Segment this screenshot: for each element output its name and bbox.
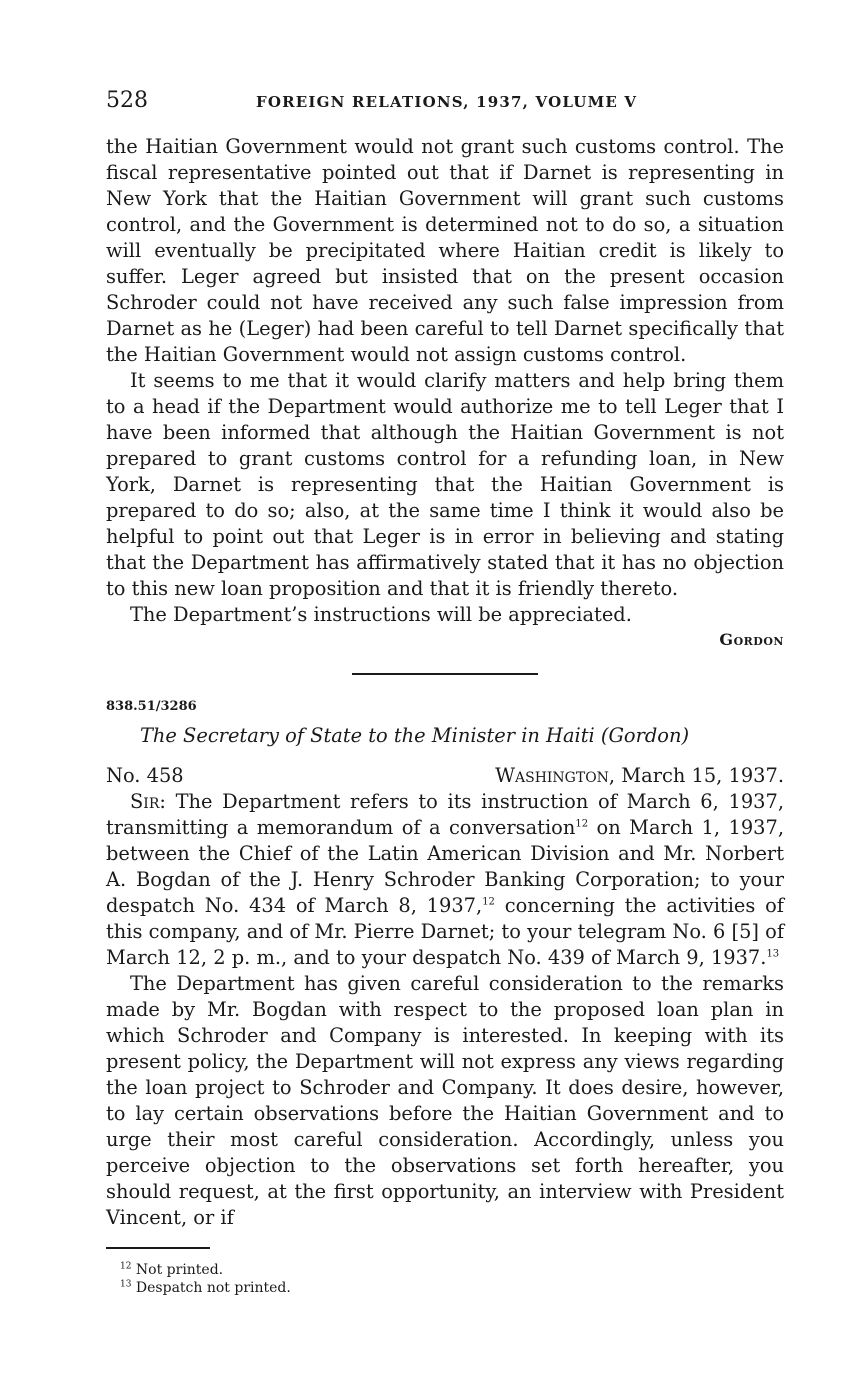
footnote-text: Not printed. <box>135 1262 224 1278</box>
body-paragraph-2: It seems to me that it would clarify matters and help bring them to a head if the Department would authorize me to tell Leger that I have been informed that although the Haitian Government is not prepared to grant customs control for a refunding loan, in New York, Darnet is representing that the Haitian Government is prepared to do so; also, at the same time I think it would also be helpful to point out that Leger is in error in believing and stating that the Department has affirmatively stated that it has no objection to this new loan proposition and that it is friendly thereto. <box>106 369 784 600</box>
file-number: 838.51/3286 <box>106 699 197 714</box>
place-and-date <box>495 763 784 789</box>
salutation: Sir: <box>130 790 166 813</box>
date: March 15, 1937. <box>621 764 784 787</box>
page <box>106 88 784 1297</box>
footnote-rule <box>106 1247 210 1249</box>
document-heading: The Secretary of State to the Minister in Haiti (Gordon) <box>140 724 690 747</box>
footnote-12 <box>120 1261 784 1279</box>
footnotes <box>106 1261 784 1297</box>
letter-paragraph-1 <box>106 789 784 971</box>
body-paragraph-3: The Department’s instructions will be appreciated. <box>130 603 632 626</box>
page-number: 528 <box>106 88 148 113</box>
footnote-ref[interactable]: 12 <box>575 818 589 830</box>
footnote-ref[interactable]: 13 <box>766 948 780 960</box>
instruction-number: No. 458 <box>106 764 184 787</box>
letter-paragraph-2: The Department has given careful consideration to the remarks made by Mr. Bogdan with respect to the proposed loan plan in which Schroder and Company is interested. In keeping with its present policy, the Department will not express any views regarding the loan project to Schroder and Company. It does desire, however, to lay certain observations before the Haitian Government and to urge their most careful consideration. Accordingly, unless you perceive objection to the observations set forth hereafter, you should request, at the first opportunity, an interview with President Vincent, or if <box>106 972 784 1229</box>
running-head <box>106 88 784 118</box>
footnote-13 <box>120 1279 784 1297</box>
signature: Gordon <box>719 630 784 649</box>
running-head-title: FOREIGN RELATIONS, 1937, VOLUME V <box>256 93 638 111</box>
letter-paragraph-1-part-b: on March 1, 1937, between the Chief of the Latin American Division and Mr. Norbert A. Bogdan of the J. Henry Schroder Banking Corporation; to your despatch No. 434 of March 8, 1937, <box>106 816 784 917</box>
letter-paragraph-1-part-a: The Department refers to its instruction of March 6, 1937, transmitting a memorandum of a conversation <box>106 790 784 839</box>
footnote-mark: 12 <box>120 1261 132 1272</box>
footnote-mark: 13 <box>120 1279 132 1290</box>
document-meta <box>106 763 784 789</box>
footnote-text: Despatch not printed. <box>135 1280 291 1296</box>
section-divider <box>352 673 538 675</box>
body-paragraph-1: the Haitian Government would not grant such customs control. The fiscal representative pointed out that if Darnet is representing in New York that the Haitian Government will grant such customs control, and the Government is determined not to do so, a situation will eventually be precipitated where Haitian credit is likely to suffer. Leger agreed but insisted that on the present occasion Schroder could not have received any such false impression from Darnet as he (Leger) had been careful to tell Darnet specifically that the Haitian Government would not assign customs control. <box>106 135 784 366</box>
place: Washington, <box>495 764 616 787</box>
letter-paragraph-1-part-c: concerning the activities of this company, and of Mr. Pierre Darnet; to your telegram No. 6 [5] of March 12, 2 p. m., and to your despatch No. 439 of March 9, 1937. <box>106 894 784 969</box>
footnote-ref[interactable]: 12 <box>482 896 495 908</box>
